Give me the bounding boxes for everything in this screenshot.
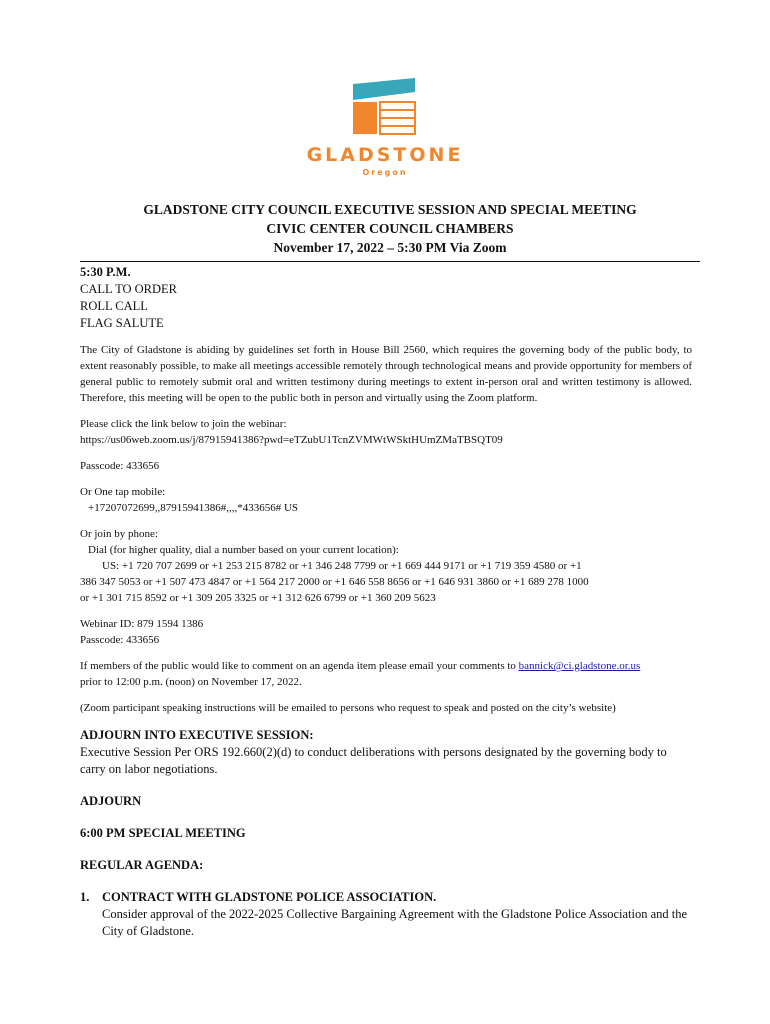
agenda-item-text: Consider approval of the 2022-2025 Collective Bargaining Agreement with the Gladstone Police Association and the City of Gladstone. <box>102 907 688 938</box>
comment-deadline: prior to 12:00 p.m. (noon) on November 17, 2022. <box>80 676 302 688</box>
agenda-item-body <box>102 889 692 940</box>
opening-section <box>80 264 692 332</box>
webinar-id: Webinar ID: 879 1594 1386 <box>80 618 204 630</box>
gladstone-logo <box>0 76 770 186</box>
comment-email-link[interactable]: bannick@ci.gladstone.or.us <box>518 660 641 672</box>
header-divider <box>80 261 700 262</box>
agenda-item <box>80 889 692 940</box>
opening-item: CALL TO ORDER <box>80 282 177 296</box>
zoom-note: (Zoom participant speaking instructions will be emailed to persons who request to speak and posted on the city’s website) <box>80 702 616 714</box>
agenda-item-title: CONTRACT WITH GLADSTONE POLICE ASSOCIATION. <box>102 890 437 904</box>
comment-text: If members of the public would like to comment on an agenda item please email your comments to <box>80 660 519 672</box>
passcode: Passcode: 433656 <box>80 460 160 472</box>
phone-label: Or join by phone: <box>80 528 158 540</box>
opening-time: 5:30 P.M. <box>80 265 131 279</box>
header-location: CIVIC CENTER COUNCIL CHAMBERS <box>266 221 514 236</box>
logo-name: GLADSTONE <box>306 144 464 166</box>
opening-item: FLAG SALUTE <box>80 316 164 330</box>
adjourn-heading: ADJOURN <box>80 794 142 808</box>
tap-number: +17207072699,,87915941386#,,,,*433656# US <box>88 502 299 514</box>
passcode-repeat: Passcode: 433656 <box>80 634 160 646</box>
webinar-section <box>80 416 692 648</box>
special-meeting-heading: 6:00 PM SPECIAL MEETING <box>80 826 246 840</box>
gladstone-logo-mark <box>339 76 431 138</box>
phone-numbers-more: or +1 301 715 8592 or +1 309 205 3325 or +1 312 626 6799 or +1 360 209 5623 <box>80 592 436 604</box>
comment-instructions <box>80 658 692 690</box>
agenda-heading: REGULAR AGENDA: <box>80 858 204 872</box>
header-title: GLADSTONE CITY COUNCIL EXECUTIVE SESSION AND SPECIAL MEETING <box>143 202 637 217</box>
header-date: November 17, 2022 – 5:30 PM Via Zoom <box>273 240 507 255</box>
phone-dial-instructions: Dial (for higher quality, dial a number based on your current location): <box>88 544 399 556</box>
document-header <box>80 200 700 257</box>
agenda-item-number: 1. <box>80 890 90 904</box>
opening-item: ROLL CALL <box>80 299 148 313</box>
executive-session-text: Executive Session Per ORS 192.660(2)(d) to conduct deliberations with persons designated by the governing body to carry on labor negotiations. <box>80 745 667 776</box>
intro-paragraph: The City of Gladstone is abiding by guidelines set forth in House Bill 2560, which requires the governing body of the public body, to extent reasonably possible, to make all meetings accessible remotely through technological means and provide opportunity for members of general public to remotely submit oral and written testimony during meetings to extent in-person oral and written testimony is allowed. Therefore, this meeting will be open to the public both in person and virtually using the Zoom platform. <box>80 344 692 404</box>
document-body <box>80 264 692 940</box>
phone-numbers-us: US: +1 720 707 2699 or +1 253 215 8782 or +1 346 248 7799 or +1 669 444 9171 or +1 719 359 4580 or +1 <box>102 560 582 572</box>
tap-label: Or One tap mobile: <box>80 486 166 498</box>
webinar-url[interactable]: https://us06web.zoom.us/j/87915941386?pwd=eTZubU1TcnZVMWtWSktHUmZMaTBSQT09 <box>80 434 503 446</box>
logo-subtitle: Oregon <box>362 168 408 177</box>
executive-session <box>80 727 692 778</box>
webinar-prompt: Please click the link below to join the webinar: <box>80 418 287 430</box>
executive-session-title: ADJOURN INTO EXECUTIVE SESSION: <box>80 728 314 742</box>
phone-numbers-more: 386 347 5053 or +1 507 473 4847 or +1 564 217 2000 or +1 646 558 8656 or +1 646 931 3860 or +1 689 278 1000 <box>80 576 589 588</box>
